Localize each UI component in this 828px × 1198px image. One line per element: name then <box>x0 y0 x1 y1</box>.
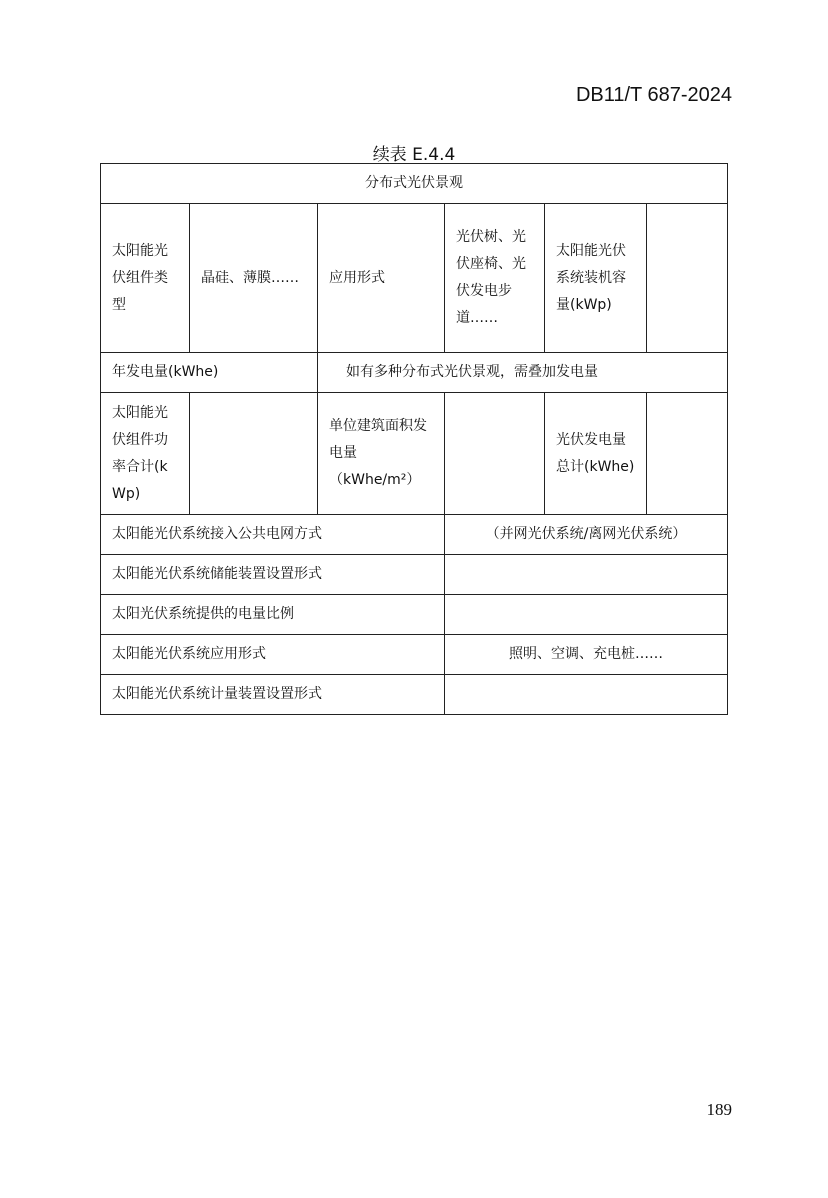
table-caption: 续表 E.4.4 <box>372 145 456 165</box>
module-power-total-value <box>190 393 318 515</box>
page-number: 189 <box>706 1100 732 1119</box>
unit-area-generation-label-line1: 单位建筑面积发电量 <box>329 418 427 461</box>
grid-connection-value: （并网光伏系统/离网光伏系统） <box>445 515 728 555</box>
power-ratio-label: 太阳光伏系统提供的电量比例 <box>101 595 445 635</box>
table-row <box>101 164 728 204</box>
storage-form-value <box>445 555 728 595</box>
table-row <box>101 353 728 393</box>
unit-area-generation-value <box>445 393 545 515</box>
total-generation-value <box>647 393 728 515</box>
grid-connection-label: 太阳能光伏系统接入公共电网方式 <box>101 515 445 555</box>
table-row <box>101 635 728 675</box>
section-title-cell: 分布式光伏景观 <box>101 164 728 204</box>
table-row <box>101 595 728 635</box>
annual-generation-value: 如有多种分布式光伏景观，需叠加发电量 <box>318 353 728 393</box>
table-row <box>101 555 728 595</box>
unit-area-generation-label <box>318 393 445 515</box>
system-application-value: 照明、空调、充电桩…… <box>445 635 728 675</box>
module-power-total-label: 太阳能光伏组件功率合计(kWp) <box>101 393 190 515</box>
table-row <box>101 204 728 353</box>
total-generation-label: 光伏发电量总计(kWhe) <box>545 393 647 515</box>
storage-form-label: 太阳能光伏系统储能装置设置形式 <box>101 555 445 595</box>
installed-capacity-value <box>647 204 728 353</box>
application-form-label: 应用形式 <box>318 204 445 353</box>
table-row <box>101 515 728 555</box>
table-row <box>101 675 728 715</box>
annual-generation-label: 年发电量(kWhe) <box>101 353 318 393</box>
metering-form-label: 太阳能光伏系统计量装置设置形式 <box>101 675 445 715</box>
unit-area-generation-label-line2: （kWhe/m²） <box>329 472 421 488</box>
table-row <box>101 393 728 515</box>
system-application-label: 太阳能光伏系统应用形式 <box>101 635 445 675</box>
standard-code: DB11/T 687-2024 <box>575 84 732 106</box>
pv-landscape-table <box>100 163 728 715</box>
application-form-value: 光伏树、光伏座椅、光伏发电步道…… <box>445 204 545 353</box>
module-type-label: 太阳能光伏组件类型 <box>101 204 190 353</box>
module-type-value: 晶硅、薄膜…… <box>190 204 318 353</box>
power-ratio-value <box>445 595 728 635</box>
installed-capacity-label: 太阳能光伏系统装机容量(kWp) <box>545 204 647 353</box>
metering-form-value <box>445 675 728 715</box>
